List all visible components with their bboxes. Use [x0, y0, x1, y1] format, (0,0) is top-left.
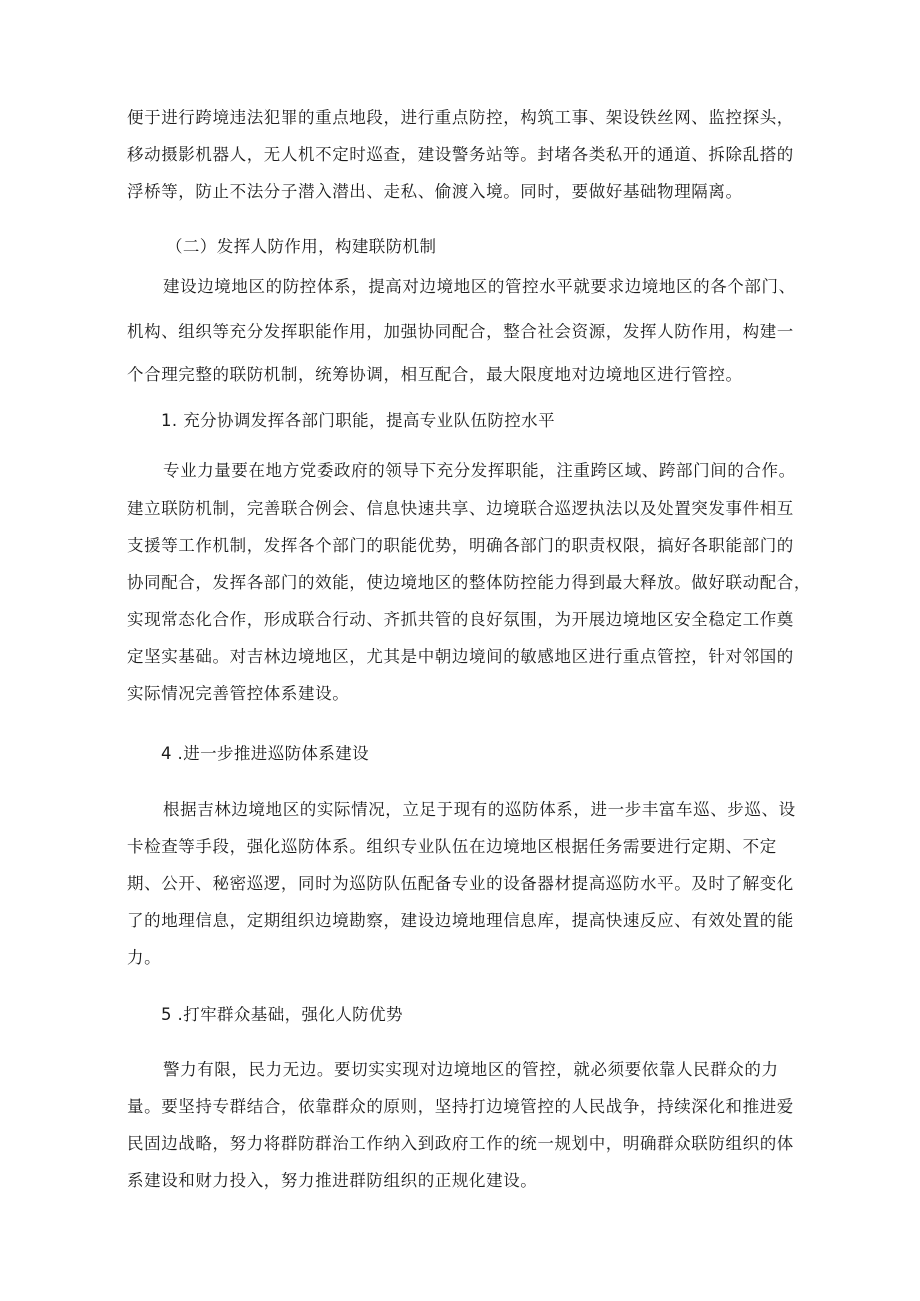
- paragraph-5-line: 系建设和财力投入，努力推进群防组织的正规化建设。: [127, 1171, 538, 1190]
- paragraph-2-line: 建设边境地区的防控体系，提高对边境地区的管控水平就要求边境地区的各个部门、: [163, 277, 796, 296]
- section-heading-2: （二）发挥人防作用，构建联防机制: [166, 237, 437, 256]
- paragraph-3-line: 实现常态化合作，形成联合行动、齐抓共管的良好氛围，为开展边境地区安全稳定工作奠: [127, 610, 794, 629]
- paragraph-5-line: 民固边战略，努力将群防群治工作纳入到政府工作的统一规划中，明确群众联防组织的体: [127, 1134, 794, 1153]
- section-heading-4: 4 .进一步推进巡防体系建设: [161, 744, 370, 763]
- section-heading-3: 1. 充分协调发挥各部门职能，提高专业队伍防控水平: [161, 411, 555, 430]
- paragraph-5-line: 量。要坚持专群结合，依靠群众的原则，坚持打边境管控的人民战争，持续深化和推进爱: [127, 1097, 794, 1116]
- paragraph-1-line: 浮桥等，防止不法分子潜入潜出、走私、偷渡入境。同时，要做好基础物理隔离。: [127, 182, 743, 201]
- paragraph-4-line: 了的地理信息，定期组织边境勘察，建设边境地理信息库，提高快速反应、有效处置的能: [127, 911, 794, 930]
- paragraph-5-line: 警力有限，民力无边。要切实实现对边境地区的管控，就必须要依靠人民群众的力: [163, 1060, 779, 1079]
- paragraph-2-line: 机构、组织等充分发挥职能作用，加强协同配合，整合社会资源，发挥人防作用，构建一: [127, 322, 794, 341]
- paragraph-3-line: 专业力量要在地方党委政府的领导下充分发挥职能，注重跨区域、跨部门间的合作。: [163, 461, 796, 480]
- paragraph-4-line: 期、公开、秘密巡逻，同时为巡防队伍配备专业的设备器材提高巡防水平。及时了解变化: [127, 874, 794, 893]
- paragraph-4-line: 卡检查等手段，强化巡防体系。组织专业队伍在边境地区根据任务需要进行定期、不定: [127, 837, 777, 856]
- paragraph-1-line: 移动摄影机器人，无人机不定时巡查，建设警务站等。封堵各类私开的通道、拆除乱搭的: [127, 145, 794, 164]
- paragraph-3-line: 实际情况完善管控体系建设。: [127, 684, 350, 703]
- section-heading-5: 5 .打牢群众基础，强化人防优势: [161, 1005, 403, 1024]
- paragraph-3-line: 定坚实基础。对吉林边境地区，尤其是中朝边境间的敏感地区进行重点管控，针对邻国的: [127, 647, 794, 666]
- paragraph-3-line: 支援等工作机制，发挥各个部门的职能优势，明确各部门的职责权限，搞好各职能部门的: [127, 536, 794, 555]
- paragraph-3-line: 建立联防机制，完善联合例会、信息快速共享、边境联合巡逻执法以及处置突发事件相互: [127, 499, 794, 518]
- paragraph-3-line: 协同配合，发挥各部门的效能，使边境地区的整体防控能力得到最大释放。做好联动配合，: [127, 573, 811, 592]
- paragraph-4-line: 力。: [127, 948, 162, 967]
- paragraph-1-line: 便于进行跨境违法犯罪的重点地段，进行重点防控，构筑工事、架设铁丝网、监控探头，: [127, 108, 794, 127]
- paragraph-4-line: 根据吉林边境地区的实际情况，立足于现有的巡防体系，进一步丰富车巡、步巡、设: [163, 800, 796, 819]
- paragraph-2-line: 个合理完整的联防机制，统筹协调，相互配合，最大限度地对边境地区进行管控。: [127, 365, 743, 384]
